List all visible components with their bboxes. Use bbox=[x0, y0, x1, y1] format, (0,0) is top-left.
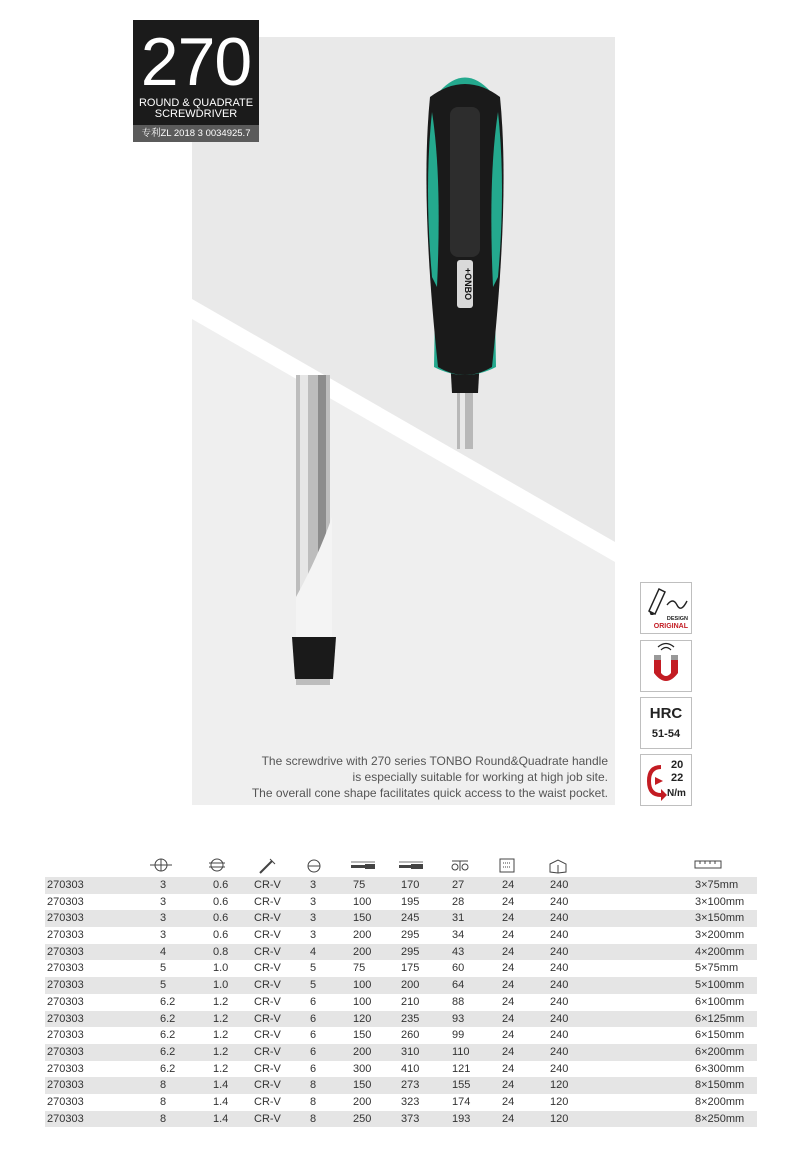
table-cell: 99 bbox=[452, 1029, 465, 1042]
patent-number: 专利ZL 2018 3 0034925.7 bbox=[133, 125, 259, 142]
table-row bbox=[0, 927, 800, 944]
table-cell: 240 bbox=[550, 962, 569, 975]
table-cell: 240 bbox=[550, 1012, 569, 1025]
table-cell: 5 bbox=[310, 962, 317, 975]
table-row bbox=[45, 1044, 757, 1061]
model-name bbox=[133, 98, 259, 120]
table-cell: 150 bbox=[353, 1029, 372, 1042]
table-cell: 3×200mm bbox=[695, 929, 745, 942]
hrc-title: HRC bbox=[649, 705, 683, 722]
table-cell: 24 bbox=[502, 1079, 515, 1092]
table-cell: 120 bbox=[550, 1095, 569, 1108]
table-cell: 6 bbox=[310, 1012, 317, 1025]
table-cell: CR-V bbox=[254, 945, 281, 958]
table-cell: 8 bbox=[310, 1079, 317, 1092]
blade-thickness-icon bbox=[207, 858, 227, 872]
table-cell: 295 bbox=[401, 929, 420, 942]
table-cell: 3 bbox=[160, 895, 167, 908]
table-cell: 8 bbox=[160, 1112, 167, 1125]
table-cell: 8 bbox=[310, 1095, 317, 1108]
table-cell: 121 bbox=[452, 1062, 471, 1075]
table-cell: CR-V bbox=[254, 1045, 281, 1058]
table-cell: CR-V bbox=[254, 1062, 281, 1075]
table-cell: 0.6 bbox=[213, 879, 229, 891]
material-icon bbox=[258, 858, 276, 874]
table-cell: 24 bbox=[502, 879, 515, 891]
table-cell: 300 bbox=[353, 1062, 372, 1075]
table-row bbox=[0, 960, 800, 977]
table-cell: 3 bbox=[160, 912, 167, 925]
table-cell: 4×200mm bbox=[695, 945, 745, 958]
table-row bbox=[0, 1061, 800, 1078]
table-cell: CR-V bbox=[254, 1079, 281, 1092]
table-cell: 270303 bbox=[47, 1029, 84, 1042]
table-cell: CR-V bbox=[254, 1112, 281, 1125]
shaft-length-icon bbox=[350, 858, 376, 872]
table-cell: 240 bbox=[550, 929, 569, 942]
table-cell: 270303 bbox=[47, 1095, 84, 1108]
table-cell: 24 bbox=[502, 1095, 515, 1108]
table-cell: 240 bbox=[550, 979, 569, 992]
spec-table bbox=[0, 855, 800, 1127]
table-cell: 270303 bbox=[47, 879, 84, 891]
table-cell: CR-V bbox=[254, 962, 281, 975]
table-cell: 240 bbox=[550, 895, 569, 908]
table-cell: 0.6 bbox=[213, 929, 229, 942]
table-cell: 200 bbox=[401, 979, 420, 992]
table-cell: 240 bbox=[550, 1045, 569, 1058]
table-cell: 295 bbox=[401, 945, 420, 958]
table-cell: 1.2 bbox=[213, 1045, 229, 1058]
table-cell: 24 bbox=[502, 1012, 515, 1025]
caption-line3: The overall cone shape facilitates quick access to the waist pocket. bbox=[251, 786, 608, 800]
product-caption bbox=[252, 753, 608, 801]
table-cell: 200 bbox=[353, 945, 372, 958]
table-cell: 8×200mm bbox=[695, 1095, 745, 1108]
table-cell: 75 bbox=[353, 879, 366, 891]
table-cell: 3×100mm bbox=[695, 895, 745, 908]
table-cell: 6 bbox=[310, 1029, 317, 1042]
table-row bbox=[45, 910, 757, 927]
design-label: DESIGN bbox=[666, 616, 688, 622]
table-cell: 4 bbox=[310, 945, 317, 958]
table-cell: 1.2 bbox=[213, 1062, 229, 1075]
table-cell: CR-V bbox=[254, 895, 281, 908]
table-cell: 27 bbox=[452, 879, 465, 891]
magnet-icon bbox=[641, 641, 691, 691]
table-cell: 6.2 bbox=[160, 1012, 176, 1025]
table-cell: 5 bbox=[310, 979, 317, 992]
table-cell: 200 bbox=[353, 929, 372, 942]
table-cell: 31 bbox=[452, 912, 465, 925]
table-cell: 100 bbox=[353, 995, 372, 1008]
table-row bbox=[45, 944, 757, 961]
table-cell: 6 bbox=[310, 1045, 317, 1058]
table-cell: 240 bbox=[550, 1062, 569, 1075]
table-cell: CR-V bbox=[254, 879, 281, 891]
magnetic-badge bbox=[640, 640, 692, 692]
table-cell: 120 bbox=[550, 1112, 569, 1125]
table-cell: 110 bbox=[452, 1045, 470, 1058]
table-cell: 3 bbox=[160, 929, 167, 942]
table-cell: 5 bbox=[160, 962, 167, 975]
table-cell: 24 bbox=[502, 1029, 515, 1042]
table-cell: CR-V bbox=[254, 995, 281, 1008]
torque-value-2: 22 bbox=[671, 772, 684, 784]
table-cell: 64 bbox=[452, 979, 465, 992]
handle-brand: +ONBO bbox=[463, 267, 473, 301]
table-cell: 120 bbox=[353, 1012, 372, 1025]
table-row bbox=[0, 1027, 800, 1044]
table-cell: 270303 bbox=[47, 995, 84, 1008]
total-length-icon bbox=[398, 858, 424, 872]
table-cell: 270303 bbox=[47, 945, 84, 958]
table-row bbox=[45, 977, 757, 994]
table-cell: 170 bbox=[401, 879, 420, 891]
table-cell: 250 bbox=[353, 1112, 372, 1125]
table-cell: 24 bbox=[502, 979, 515, 992]
table-cell: 1.4 bbox=[213, 1112, 229, 1125]
design-original-badge bbox=[640, 582, 692, 634]
table-cell: 24 bbox=[502, 962, 515, 975]
table-cell: 8×150mm bbox=[695, 1079, 745, 1092]
shaft-diameter-icon bbox=[306, 858, 322, 874]
table-cell: 270303 bbox=[47, 1012, 84, 1025]
table-cell: 6×150mm bbox=[695, 1029, 745, 1042]
table-row bbox=[0, 894, 800, 911]
table-cell: 5×75mm bbox=[695, 962, 739, 975]
table-cell: 24 bbox=[502, 995, 515, 1008]
model-number: 270 bbox=[140, 24, 252, 100]
table-cell: 270303 bbox=[47, 912, 84, 925]
table-cell: 270303 bbox=[47, 929, 84, 942]
table-cell: CR-V bbox=[254, 1095, 281, 1108]
table-cell: 24 bbox=[502, 929, 515, 942]
table-cell: 0.6 bbox=[213, 912, 229, 925]
blade-closeup bbox=[292, 375, 336, 685]
table-cell: 8 bbox=[160, 1079, 167, 1092]
table-cell: 1.2 bbox=[213, 1029, 229, 1042]
table-cell: 240 bbox=[550, 995, 569, 1008]
table-cell: 24 bbox=[502, 1062, 515, 1075]
model-name-line1: ROUND & QUADRATE bbox=[138, 97, 254, 109]
table-cell: 6.2 bbox=[160, 1029, 176, 1042]
table-cell: 24 bbox=[502, 912, 515, 925]
table-cell: 3 bbox=[310, 879, 317, 891]
table-cell: 93 bbox=[452, 1012, 465, 1025]
table-cell: 195 bbox=[401, 895, 420, 908]
table-cell: 43 bbox=[452, 945, 465, 958]
table-cell: 240 bbox=[550, 1029, 569, 1042]
torque-value-1: 20 bbox=[671, 759, 684, 771]
table-cell: 270303 bbox=[47, 1045, 84, 1058]
table-cell: 8 bbox=[160, 1095, 167, 1108]
table-cell: 1.2 bbox=[213, 995, 229, 1008]
table-cell: 200 bbox=[353, 1095, 372, 1108]
table-cell: 240 bbox=[550, 879, 569, 891]
table-row bbox=[45, 1077, 757, 1094]
table-cell: 193 bbox=[452, 1112, 471, 1125]
table-cell: 3 bbox=[310, 912, 317, 925]
table-cell: 200 bbox=[353, 1045, 372, 1058]
table-cell: 8×250mm bbox=[695, 1112, 745, 1125]
product-hero bbox=[192, 37, 615, 805]
torque-unit: N/m bbox=[667, 788, 686, 799]
table-cell: 6.2 bbox=[160, 1045, 176, 1058]
ruler-icon bbox=[694, 858, 722, 870]
table-cell: 3×150mm bbox=[695, 912, 745, 925]
hero-illustration bbox=[192, 37, 615, 805]
table-cell: 240 bbox=[550, 945, 569, 958]
table-cell: 1.4 bbox=[213, 1095, 229, 1108]
table-cell: 6×100mm bbox=[695, 995, 745, 1008]
table-cell: 273 bbox=[401, 1079, 420, 1092]
table-row bbox=[0, 994, 800, 1011]
table-cell: 6.2 bbox=[160, 995, 176, 1008]
table-cell: 270303 bbox=[47, 962, 84, 975]
table-cell: 240 bbox=[550, 912, 569, 925]
table-cell: 0.8 bbox=[213, 945, 229, 958]
table-cell: 6 bbox=[310, 995, 317, 1008]
table-cell: 24 bbox=[502, 1045, 515, 1058]
hardness-badge bbox=[640, 697, 692, 749]
table-cell: 1.2 bbox=[213, 1012, 229, 1025]
model-name-line2: SCREWDRIVER bbox=[154, 108, 238, 120]
table-cell: 1.0 bbox=[213, 979, 229, 992]
table-cell: 210 bbox=[401, 995, 420, 1008]
table-cell: 260 bbox=[401, 1029, 420, 1042]
table-cell: 175 bbox=[401, 962, 420, 975]
model-badge bbox=[133, 20, 259, 142]
table-row bbox=[45, 877, 757, 894]
table-cell: CR-V bbox=[254, 1012, 281, 1025]
table-cell: 3 bbox=[310, 929, 317, 942]
table-cell: 24 bbox=[502, 895, 515, 908]
table-cell: CR-V bbox=[254, 979, 281, 992]
table-cell: 270303 bbox=[47, 895, 84, 908]
table-cell: 310 bbox=[401, 1045, 420, 1058]
table-cell: 150 bbox=[353, 912, 372, 925]
table-cell: 3 bbox=[160, 879, 167, 891]
original-label: ORIGINAL bbox=[653, 623, 688, 630]
table-cell: 270303 bbox=[47, 1079, 84, 1092]
table-cell: 6 bbox=[310, 1062, 317, 1075]
table-cell: 6×200mm bbox=[695, 1045, 745, 1058]
table-cell: 75 bbox=[353, 962, 366, 975]
table-cell: 88 bbox=[452, 995, 465, 1008]
table-cell: 3×75mm bbox=[695, 879, 739, 891]
table-cell: 100 bbox=[353, 979, 372, 992]
table-row bbox=[45, 1011, 757, 1028]
table-cell: 3 bbox=[310, 895, 317, 908]
table-cell: 8 bbox=[310, 1112, 317, 1125]
table-cell: 373 bbox=[401, 1112, 420, 1125]
torque-badge bbox=[640, 754, 692, 806]
table-cell: 1.0 bbox=[213, 962, 229, 975]
table-body bbox=[0, 877, 800, 1127]
table-cell: 150 bbox=[353, 1079, 372, 1092]
pen-design-icon bbox=[641, 583, 691, 615]
table-cell: CR-V bbox=[254, 912, 281, 925]
table-cell: 323 bbox=[401, 1095, 420, 1108]
outer-carton-icon bbox=[548, 858, 568, 874]
table-cell: CR-V bbox=[254, 929, 281, 942]
table-cell: 155 bbox=[452, 1079, 471, 1092]
table-cell: 1.4 bbox=[213, 1079, 229, 1092]
table-cell: 0.6 bbox=[213, 895, 229, 908]
table-cell: CR-V bbox=[254, 1029, 281, 1042]
table-cell: 28 bbox=[452, 895, 465, 908]
table-cell: 60 bbox=[452, 962, 465, 975]
table-cell: 34 bbox=[452, 929, 465, 942]
table-cell: 24 bbox=[502, 945, 515, 958]
table-cell: 6×125mm bbox=[695, 1012, 745, 1025]
table-row bbox=[45, 1111, 757, 1128]
caption-line2: is especially suitable for working at high job site. bbox=[352, 770, 608, 784]
table-header bbox=[0, 855, 800, 877]
table-cell: 6×300mm bbox=[695, 1062, 745, 1075]
blade-width-icon bbox=[150, 858, 172, 872]
table-cell: 6.2 bbox=[160, 1062, 176, 1075]
hrc-range: 51-54 bbox=[651, 728, 681, 740]
table-cell: 270303 bbox=[47, 1062, 84, 1075]
table-cell: 174 bbox=[452, 1095, 471, 1108]
table-cell: 270303 bbox=[47, 979, 84, 992]
table-row bbox=[0, 1094, 800, 1111]
table-cell: 410 bbox=[401, 1062, 420, 1075]
table-cell: 235 bbox=[401, 1012, 420, 1025]
table-cell: 270303 bbox=[47, 1112, 84, 1125]
table-cell: 5 bbox=[160, 979, 167, 992]
table-cell: 4 bbox=[160, 945, 167, 958]
table-cell: 5×100mm bbox=[695, 979, 745, 992]
weight-icon bbox=[450, 858, 470, 872]
inner-box-icon bbox=[499, 858, 515, 873]
table-cell: 120 bbox=[550, 1079, 569, 1092]
table-cell: 100 bbox=[353, 895, 372, 908]
caption-line1: The screwdrive with 270 series TONBO Round&Quadrate handle bbox=[261, 754, 608, 768]
table-cell: 24 bbox=[502, 1112, 515, 1125]
table-cell: 245 bbox=[401, 912, 420, 925]
